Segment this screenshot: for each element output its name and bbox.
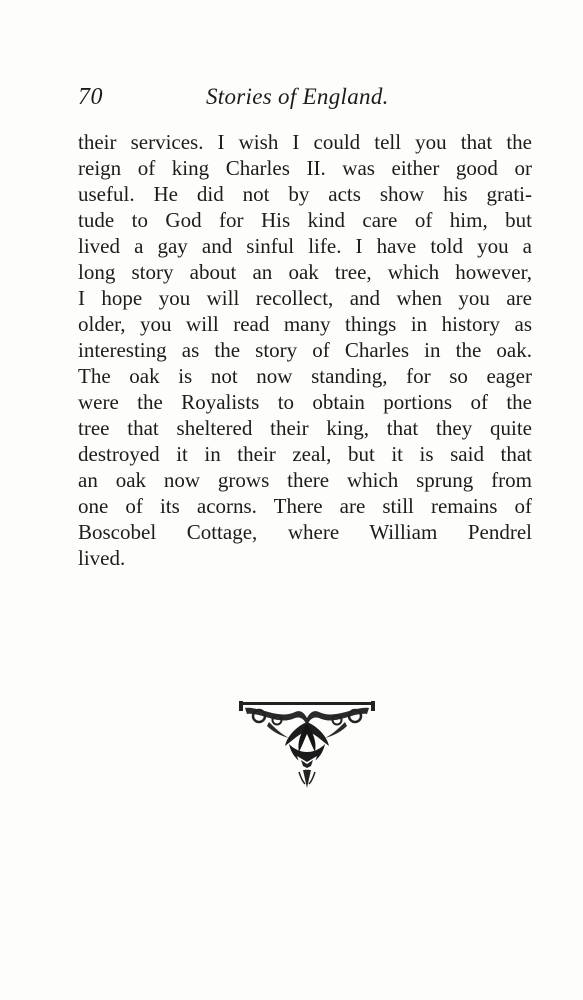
text-line: I hope you will recollect, and when you are [78, 286, 532, 310]
page-number: 70 [78, 84, 103, 110]
text-line: interesting as the story of Charles in the oak. [78, 338, 532, 362]
page-header [78, 84, 532, 114]
text-line: tree that sheltered their king, that they quite [78, 416, 532, 440]
body-text [78, 129, 532, 571]
text-line: their services. I wish I could tell you that the [78, 130, 532, 154]
text-line: an oak now grows there which sprung from [78, 468, 532, 492]
text-line: lived a gay and sinful life. I have told you a [78, 234, 532, 258]
text-line: reign of king Charles II. was either good or [78, 156, 532, 180]
text-line: long story about an oak tree, which however, [78, 260, 532, 284]
running-title: Stories of England. [206, 84, 389, 109]
text-line: one of its acorns. There are still remains of [78, 494, 532, 518]
text-line: destroyed it in their zeal, but it is said that [78, 442, 532, 466]
text-line: useful. He did not by acts show his grati- [78, 182, 532, 206]
text-line: older, you will read many things in history as [78, 312, 532, 336]
text-line: were the Royalists to obtain portions of the [78, 390, 532, 414]
text-line: Boscobel Cottage, where William Pendrel [78, 520, 532, 544]
tailpiece-foliage-ornament-icon [239, 698, 375, 790]
text-line: tude to God for His kind care of him, but [78, 208, 532, 232]
text-line-last: lived. [78, 546, 126, 570]
text-line: The oak is not now standing, for so eager [78, 364, 532, 388]
